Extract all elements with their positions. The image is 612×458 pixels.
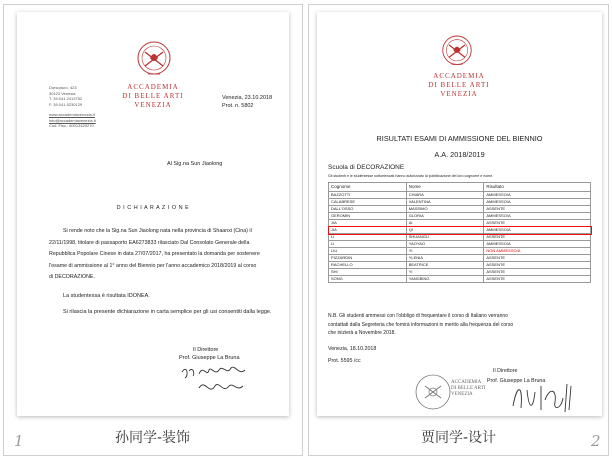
table-cell: ASSENTE bbox=[484, 206, 591, 213]
table-header-row bbox=[329, 183, 591, 192]
table-row bbox=[329, 227, 591, 234]
table-header-cell: Cognome bbox=[329, 183, 407, 192]
table-row bbox=[329, 199, 591, 206]
signer-title: Il Direttore bbox=[193, 347, 219, 353]
table-header-cell: Risultato bbox=[484, 183, 591, 192]
document-panel-left bbox=[3, 4, 303, 456]
table-row bbox=[329, 192, 591, 199]
table-cell: AMMESSO/A bbox=[484, 241, 591, 248]
protocol-number: Prot. 5595 /cc bbox=[328, 358, 361, 364]
table-cell: RACHELLO bbox=[329, 262, 407, 269]
table-cell: JIA bbox=[329, 220, 407, 227]
page-number-left: 1 bbox=[14, 432, 24, 450]
table-cell: MASSIMO bbox=[406, 206, 484, 213]
table-cell: BEATRICE bbox=[406, 262, 484, 269]
stamp-logo-text: ACCADEMIA DI BELLE ARTI VENEZIA bbox=[451, 380, 486, 397]
protocol-number: Prot. n. 5802 bbox=[222, 103, 254, 109]
table-cell: AMMESSO/A bbox=[484, 192, 591, 199]
caption-right: 贾同学-设计 bbox=[421, 430, 497, 446]
result-line: La studentessa è risultata IDONEA. bbox=[63, 293, 150, 299]
table-cell: PIZZARDIN bbox=[329, 255, 407, 262]
table-cell: NON AMMESSO/A bbox=[484, 248, 591, 255]
address-block: Dorsoduro, 423 30123 Venezia T. 39.041.2413752 F. 39.041.5230129 www.accademiavenezia.it info@accademiavenezia.it Cod. Fisc.: 80013420270 bbox=[49, 85, 96, 128]
privacy-notice: Gli studenti e le studentesse sottoelencati hanno autorizzato la pubblicazione del loro cognome e nome. bbox=[328, 174, 494, 178]
table-cell: YAOYAO bbox=[406, 241, 484, 248]
table-row bbox=[329, 276, 591, 283]
table-cell: BAZZOTTI bbox=[329, 192, 407, 199]
table-cell: ASSENTE bbox=[484, 255, 591, 262]
official-stamp bbox=[413, 372, 453, 412]
table-cell: AMMESSO/A bbox=[484, 213, 591, 220]
table-cell: AMMESSO/A bbox=[484, 199, 591, 206]
table-cell: GLORIA bbox=[406, 213, 484, 220]
accademia-crest-icon bbox=[441, 34, 473, 70]
table-cell: LIU bbox=[329, 248, 407, 255]
accademia-crest-icon bbox=[136, 40, 172, 80]
declaration-heading: D I C H I A R A Z I O N E bbox=[116, 205, 190, 211]
handwritten-signature bbox=[509, 380, 579, 414]
recipient: Al Sig.na Sun Jiaolong bbox=[167, 161, 223, 167]
signer-name: Prof. Giuseppe La Bruna bbox=[179, 355, 240, 361]
table-cell: SHI bbox=[329, 269, 407, 276]
table-cell: YI bbox=[406, 269, 484, 276]
document-panel-right bbox=[308, 4, 609, 456]
table-row bbox=[329, 234, 591, 241]
table-cell: DALL'OSSO bbox=[329, 206, 407, 213]
academic-year: A.A. 2018/2019 bbox=[434, 150, 485, 159]
table-row bbox=[329, 220, 591, 227]
results-title: RISULTATI ESAMI DI AMMISSIONE DEL BIENNIO bbox=[376, 134, 543, 143]
table-cell: ASSENTE bbox=[484, 262, 591, 269]
table-cell: LI bbox=[329, 241, 407, 248]
signer-name: Prof. Giuseppe La Bruna bbox=[487, 378, 546, 384]
table-row bbox=[329, 241, 591, 248]
table-cell: ASSENTE bbox=[484, 220, 591, 227]
table-row bbox=[329, 255, 591, 262]
table-cell: YI bbox=[406, 248, 484, 255]
place-date: Venezia, 23.10.2018 bbox=[222, 95, 273, 101]
page-number-right: 2 bbox=[591, 432, 601, 450]
table-cell: ASSENTE bbox=[484, 234, 591, 241]
signer-title: Il Direttore bbox=[493, 368, 518, 374]
place-date: Venezia, 18.10.2018 bbox=[328, 346, 377, 352]
table-cell: SHUANGLI bbox=[406, 234, 484, 241]
table-row bbox=[329, 206, 591, 213]
table-cell: LI bbox=[329, 234, 407, 241]
handwritten-signature bbox=[179, 362, 249, 400]
table-cell: AMMESSO/A bbox=[484, 227, 591, 234]
school-name: Scuola di DECORAZIONE bbox=[328, 164, 405, 171]
table-row bbox=[329, 213, 591, 220]
table-row bbox=[329, 269, 591, 276]
table-cell: CALABRESE bbox=[329, 199, 407, 206]
accademia-logo-text: ACCADEMIA DI BELLE ARTI VENEZIA bbox=[428, 72, 490, 98]
table-cell: QI bbox=[406, 227, 484, 234]
table-cell: AI bbox=[406, 220, 484, 227]
table-cell: SONG bbox=[329, 276, 407, 283]
table-cell: CHIARA bbox=[406, 192, 484, 199]
table-cell: YANGBING bbox=[406, 276, 484, 283]
nb-note: N.B. Gli studenti ammessi con l'obbligo di frequentare il corso di Italiano verranno contattati dalla Segreteria che fornirà informazioni in merito alla frequenza del corso che inizierà a Novembre 2018. bbox=[328, 313, 514, 336]
table-cell: VALENTINA bbox=[406, 199, 484, 206]
table-header-cell: Nome bbox=[406, 183, 484, 192]
table-row bbox=[329, 262, 591, 269]
accademia-logo-text: ACCADEMIA DI BELLE ARTI VENEZIA bbox=[122, 83, 184, 109]
caption-left: 孙同学-装饰 bbox=[115, 430, 191, 446]
declaration-document bbox=[17, 12, 289, 416]
declaration-body: Si rende noto che la Sig.na Sun Jiaolong nata nella provincia di Shaanxi (Cina) il 22/11/1998, titolare di passaporto EA6273833 rilasciato Dal Consolato Generale della Repubblica Popolare Cinese in data 27/07/2017, ha presentato la domanda per sostenere l'esame di ammissione al 1° anno del Biennio per l'anno accademico 2018/2019 al corso di DECORAZIONE. bbox=[49, 228, 260, 280]
table-cell: ASSENTE bbox=[484, 269, 591, 276]
table-cell: GEROMIN bbox=[329, 213, 407, 220]
results-document bbox=[317, 12, 602, 416]
results-table bbox=[328, 182, 591, 283]
table-row bbox=[329, 248, 591, 255]
table-cell: ASSENTE bbox=[484, 276, 591, 283]
release-line: Si rilascia la presente dichiarazione in carta semplice per gli usi consentiti dalla legge. bbox=[63, 309, 272, 315]
table-cell: YLENIA bbox=[406, 255, 484, 262]
table-cell: JIA bbox=[329, 227, 407, 234]
